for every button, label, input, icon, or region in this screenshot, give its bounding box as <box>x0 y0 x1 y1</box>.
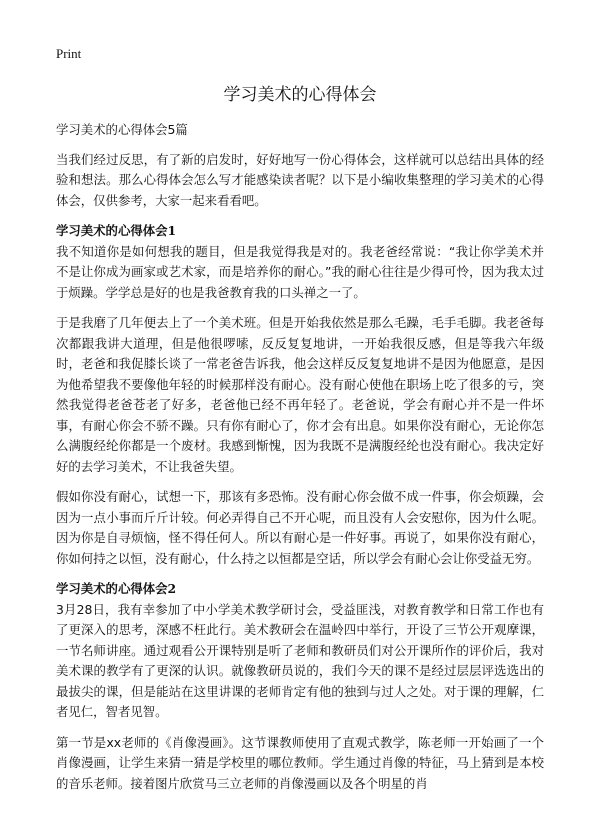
paragraph: 第一节是xx老师的《肖像漫画》。这节课教师使用了直观式教学，陈老师一开始画了一个肖像漫画，让学生来猜一猜是学校里的哪位教师。学生通过肖像的特征，马上猜到是本校的音乐老师。接着图片欣赏马三立老师的肖像漫画以及各个明星的肖 <box>56 734 544 791</box>
paragraph: 我不知道你是如何想我的题目，但是我觉得我是对的。我老爸经常说：“我让你学美术并不是让你成为画家或艺术家，而是培养你的耐心。”我的耐心往往是少得可怜，因为我太过于烦躁。学学总是好的也是我爸教育我的口头禅之一了。 <box>56 243 544 300</box>
section-2 <box>56 579 544 794</box>
intro-paragraph: 当我们经过反思，有了新的启发时，好好地写一份心得体会，这样就可以总结出具体的经验和想法。那么心得体会怎么写才能感染读者呢？以下是小编收集整理的学习美术的心得体会，仅供参考，大家一起来看看吧。 <box>56 151 544 208</box>
paragraph: 于是我磨了几年便去上了一个美术班。但是开始我依然是那么毛躁，毛手毛脚。我老爸每次都跟我讲大道理，但是他很啰嗦，反反复复地讲，一开始我很反感，但是等我六年级时，老爸和我促膝长谈了一常老爸告诉我，他会这样反反复复地讲不是因为他愿意，是因为他希望我不要像他年轻的时候那样没有耐心。没有耐心使他在职场上吃了很多的亏，突然我觉得老爸苍老了好多，老爸他已经不再年轻了。老爸说，学会有耐心并不是一件坏事，有耐心你会不骄不躁。只有你有耐心了，你才会有出息。如果你没有耐心，无论你怎么满腹经纶你都是一个废材。我感到惭愧，因为我既不是满腹经纶也没有耐心。我决定好好的去学习美术，不让我爸失望。 <box>56 315 544 474</box>
paragraph: 假如你没有耐心，试想一下，那该有多恐怖。没有耐心你会做不成一件事，你会烦躁，会因为一点小事而斤斤计较。何必弄得自己不开心呢，而且没有人会安慰你，因为什么呢。因为你是自寻烦恼，怪不得任何人。所以有耐心是一件好事。再说了，如果你没有耐心，你如何持之以恒，没有耐心，什么持之以恒都是空话，所以学会有耐心会让你受益无穷。 <box>56 489 544 566</box>
section-heading: 学习美术的心得体会1 <box>56 223 177 238</box>
print-link[interactable]: Print <box>56 46 82 61</box>
paragraph: 3月28日，我有幸参加了中小学美术教学研讨会，受益匪浅，对教育教学和日常工作也有了更深入的思考，深感不枉此行。美术教研会在温岭四中举行，开设了三节公开观摩课，一节名师讲座。通过观看公开课特别是听了老师和教研员们对公开课所作的评价后，我对美术课的教学有了更深的认识。就像教研员说的，我们今天的课不是经过层层评选选出的最拔尖的课，但是能站在这里讲课的老师肯定有他的独到与过人之处。对于课的理解，仁者见仁，智者见智。 <box>56 601 544 719</box>
page-title: 学习美术的心得体会 <box>223 85 377 105</box>
section-1 <box>56 221 544 569</box>
article-body <box>56 120 544 804</box>
section-heading: 学习美术的心得体会2 <box>56 581 177 596</box>
article-subtitle: 学习美术的心得体会5篇 <box>56 122 188 137</box>
